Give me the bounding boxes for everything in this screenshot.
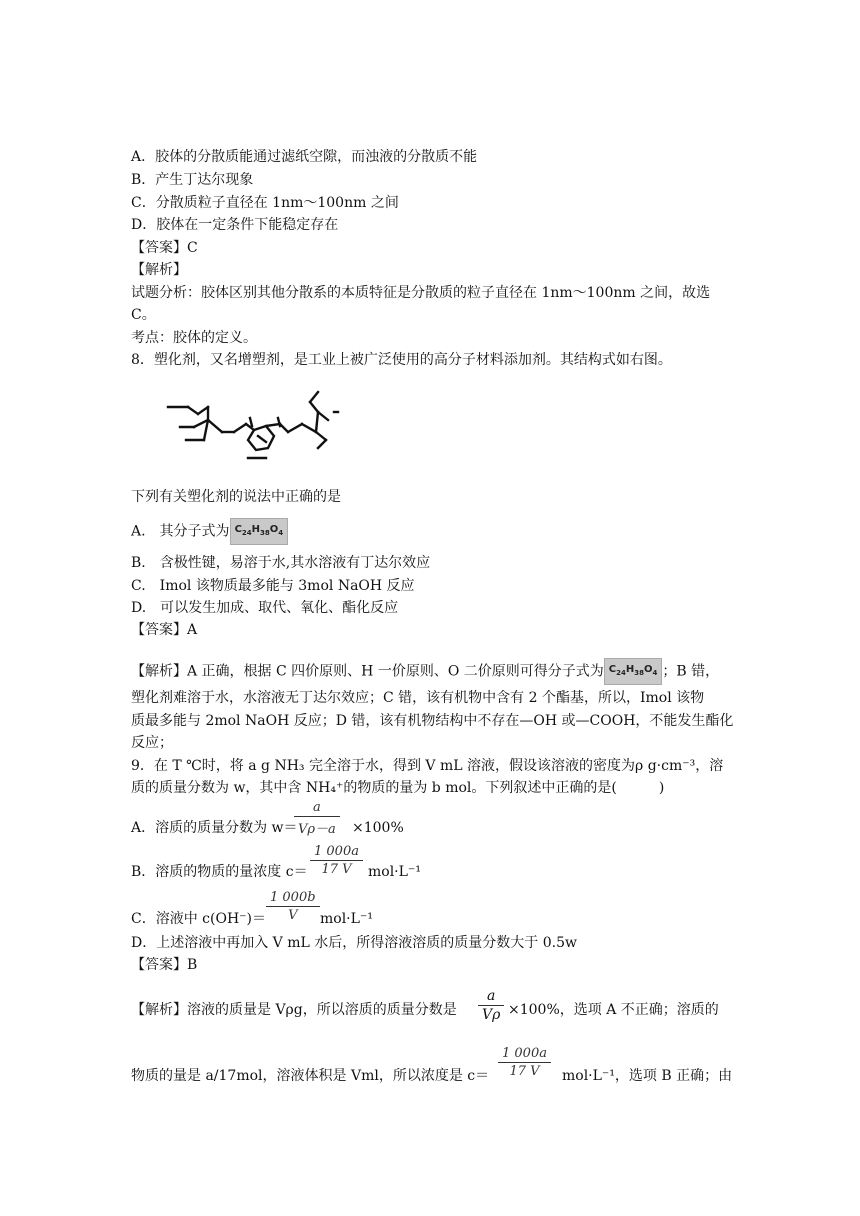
q8-option-a-prefix: A. 其分子式为	[131, 523, 230, 540]
q7-analysis-line-2: C。	[131, 307, 156, 323]
q7-option-b: B．产生丁达尔现象	[131, 172, 254, 188]
q8-analysis-line-3: 质最多能与 2mol NaOH 反应；D 错，该有机物结构中不存在—OH 或—COOH，不能发生酯化	[131, 713, 734, 729]
q9-option-c-prefix: C．溶液中 c(OH⁻)＝	[131, 911, 267, 927]
q8-option-a	[131, 518, 288, 545]
molecular-formula-image: $C_{24}H_{38}O_4$	[230, 518, 289, 545]
q9-analysis-fraction-1	[478, 988, 504, 1023]
q9-option-b-denominator: 17 V	[321, 862, 352, 877]
q7-analysis-label: 【解析】	[131, 262, 187, 278]
q8-stem: 8．塑化剂，又名增塑剂，是工业上被广泛使用的高分子材料添加剂。其结构式如右图。	[131, 352, 672, 368]
q7-option-c: C．分散质粒子直径在 1nm～100nm 之间	[131, 195, 399, 211]
q9-analysis-fraction-1-denominator: Vρ	[482, 1007, 501, 1023]
q9-option-b-prefix: B．溶质的物质的量浓度 c＝	[131, 864, 308, 880]
q8-question: 下列有关塑化剂的说法中正确的是	[131, 489, 341, 505]
q9-analysis-line-1-b: ×100%，选项 A 不正确；溶质的	[508, 1002, 719, 1018]
q9-analysis-fraction-1-numerator: a	[486, 988, 496, 1004]
q7-option-d: D．胶体在一定条件下能稳定存在	[131, 217, 339, 233]
q9-option-b-numerator: 1 000a	[314, 844, 359, 859]
q9-answer: 【答案】B	[131, 957, 198, 973]
q8-analysis-line-4: 反应；	[131, 735, 173, 751]
q9-option-b-suffix: mol·L⁻¹	[368, 864, 421, 880]
molecular-formula-image-2: $C_{24}H_{38}O_4$	[604, 658, 663, 685]
q8-option-d: D. 可以发生加成、取代、氧化、酯化反应	[131, 600, 399, 616]
q9-option-c-suffix: mol·L⁻¹	[320, 911, 373, 927]
q9-analysis-fraction-2	[498, 1046, 551, 1079]
q9-analysis-line-2-b: mol·L⁻¹，选项 B 正确；由	[562, 1068, 733, 1084]
q9-option-a-denominator: Vρ－a	[298, 822, 336, 837]
q9-option-c-fraction	[266, 890, 320, 923]
q9-analysis-line-1-a: 【解析】溶液的质量是 Vρg，所以溶质的质量分数是	[131, 1002, 457, 1018]
q8-analysis-text-b: ；B 错，	[662, 663, 720, 680]
q9-analysis-line-2-a: 物质的量是 a/17mol，溶液体积是 Vml，所以浓度是 c＝	[131, 1068, 490, 1084]
q9-option-a-numerator: a	[313, 800, 321, 815]
q9-option-c-numerator: 1 000b	[270, 890, 316, 905]
plasticizer-structure-image	[162, 382, 352, 478]
q7-option-a: A．胶体的分散质能通过滤纸空隙，而浊液的分散质不能	[131, 149, 478, 165]
q9-stem-line-1: 9．在 T ℃时，将 a g NH₃ 完全溶于水，得到 V mL 溶液，假设该溶液的密度为ρ g·cm⁻³，溶	[131, 758, 724, 774]
q9-option-a-suffix: ×100%	[352, 820, 404, 836]
q9-stem-line-2: 质的质量分数为 w，其中含 NH₄⁺的物质的量为 b mol。下列叙述中正确的是( )	[131, 780, 665, 796]
q7-point: 考点：胶体的定义。	[131, 330, 257, 346]
q8-answer: 【答案】A	[131, 622, 198, 638]
q8-analysis-text-a: 【解析】A 正确，根据 C 四价原则、H 一价原则、O 二价原则可得分子式为	[131, 663, 604, 680]
q8-option-b: B. 含极性键，易溶于水,其水溶液有丁达尔效应	[131, 555, 431, 571]
q9-option-b-fraction	[310, 844, 363, 877]
q9-option-a-fraction	[294, 800, 340, 837]
q8-analysis-line-2: 塑化剂难溶于水，水溶液无丁达尔效应；C 错，该有机物中含有 2 个酯基，所以，Imol 该物	[131, 690, 705, 706]
q7-answer: 【答案】C	[131, 240, 198, 256]
q8-option-c: C. Imol 该物质最多能与 3mol NaOH 反应	[131, 578, 415, 594]
q9-analysis-fraction-2-numerator: 1 000a	[502, 1046, 547, 1061]
q8-analysis-line-1	[131, 658, 719, 685]
q9-option-a-prefix: A．溶质的质量分数为 w＝	[131, 820, 298, 836]
q9-analysis-fraction-2-denominator: 17 V	[509, 1064, 540, 1079]
q7-analysis-line-1: 试题分析：胶体区别其他分散系的本质特征是分散质的粒子直径在 1nm～100nm 之间，故选	[131, 285, 711, 301]
q9-option-d: D．上述溶液中再加入 V mL 水后，所得溶液溶质的质量分数大于 0.5w	[131, 935, 577, 951]
q9-option-c-denominator: V	[288, 908, 298, 923]
